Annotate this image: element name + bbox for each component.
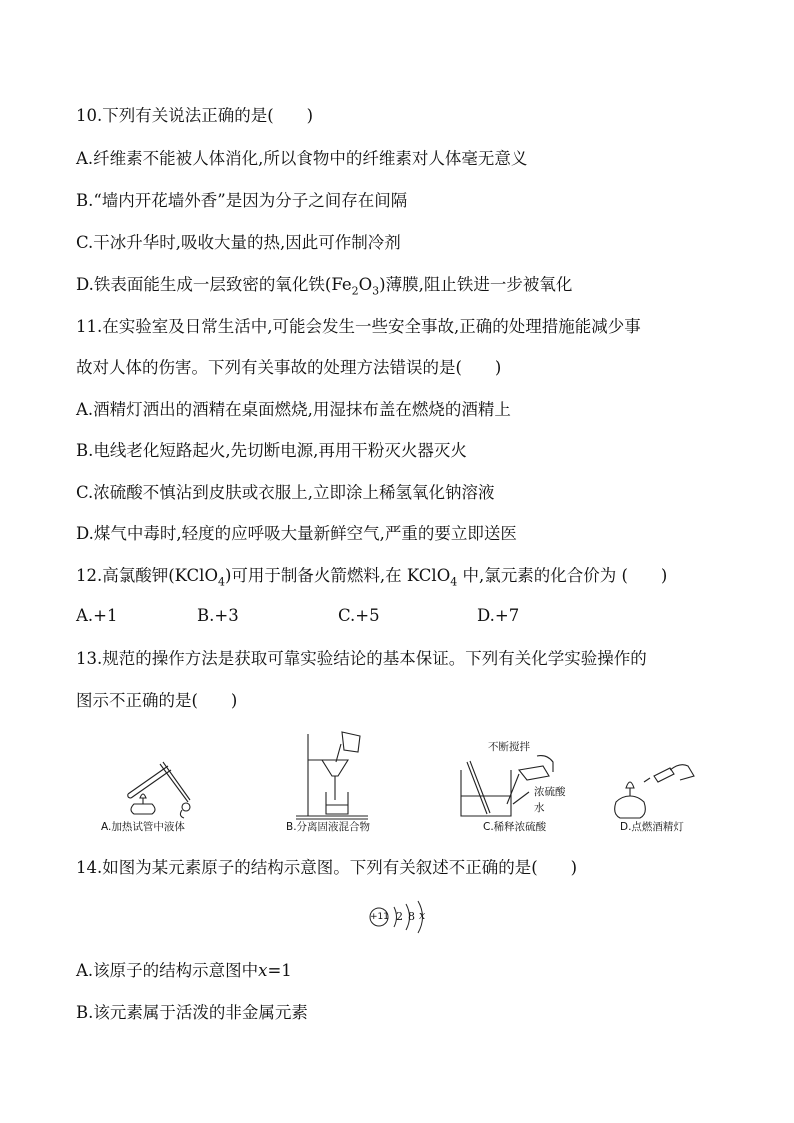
q11-stem-line2: 故对人体的伤害。下列有关事故的处理方法错误的是( ) [76, 358, 502, 377]
figure-a-caption: A.加热试管中液体 [101, 821, 185, 833]
q14-option-a: A.该原子的结构示意图中x=1 [76, 961, 292, 980]
atomic-structure-diagram [368, 898, 438, 936]
q12-option-d: D.+7 [477, 606, 520, 625]
figure-filtration [286, 730, 386, 822]
q10-option-b: B.“墙内开花墙外香”是因为分子之间存在间隔 [76, 191, 408, 210]
figure-c-label-acid: 浓硫酸 [534, 786, 566, 798]
q12-option-a: A.+1 [76, 606, 118, 625]
q10-option-c: C.干冰升华时,吸收大量的热,因此可作制冷剂 [76, 233, 401, 252]
q14-option-b: B.该元素属于活泼的非金属元素 [76, 1003, 308, 1022]
shell2-electrons: 8 [408, 910, 415, 923]
q10-stem: 10.下列有关说法正确的是( ) [76, 106, 314, 125]
q12-stem: 12.高氯酸钾(KClO$_4$)可用于制备火箭燃料,在 KClO$_4$ 中,氯元素的化合价为 ( ) [76, 566, 668, 589]
shell1-electrons: 2 [396, 910, 403, 923]
q11-option-d: D.煤气中毒时,轻度的应呼吸大量新鲜空气,严重的要立即送医 [76, 524, 517, 543]
figure-c-label-stir: 不断搅拌 [488, 741, 530, 753]
q11-option-a: A.酒精灯洒出的酒精在桌面燃烧,用湿抹布盖在燃烧的酒精上 [76, 400, 511, 419]
q12-options [76, 605, 716, 627]
q13-stem-line1: 13.规范的操作方法是获取可靠实验结论的基本保证。下列有关化学实验操作的 [76, 649, 647, 668]
q10-option-a: A.纤维素不能被人体消化,所以食物中的纤维素对人体毫无意义 [76, 149, 528, 168]
figure-d-caption: D.点燃酒精灯 [620, 821, 684, 833]
nucleus-charge: +11 [370, 912, 389, 922]
q11-option-c: C.浓硫酸不慎沾到皮肤或衣服上,立即涂上稀氢氧化钠溶液 [76, 483, 495, 502]
figure-lighting-lamp [610, 762, 702, 820]
q11-stem-line1: 11.在实验室及日常生活中,可能会发生一些安全事故,正确的处理措施能减少事 [76, 317, 641, 336]
q10-option-d: D.铁表面能生成一层致密的氧化铁$(Fe_2O_3)$薄膜,阻止铁进一步被氧化 [76, 275, 573, 298]
figure-heating-test-tube [100, 752, 210, 820]
figure-c-label-water: 水 [534, 802, 545, 814]
q14-stem: 14.如图为某元素原子的结构示意图。下列有关叙述不正确的是( ) [76, 858, 578, 877]
figure-b-caption: B.分离固液混合物 [286, 821, 371, 833]
q13-stem-line2: 图示不正确的是( ) [76, 691, 238, 710]
q11-option-b: B.电线老化短路起火,先切断电源,再用干粉灭火器灭火 [76, 441, 467, 460]
shell3-electrons: x [419, 909, 426, 922]
q12-option-b: B.+3 [197, 606, 239, 625]
figure-c-caption: C.稀释浓硫酸 [483, 821, 547, 833]
q12-option-c: C.+5 [338, 606, 380, 625]
